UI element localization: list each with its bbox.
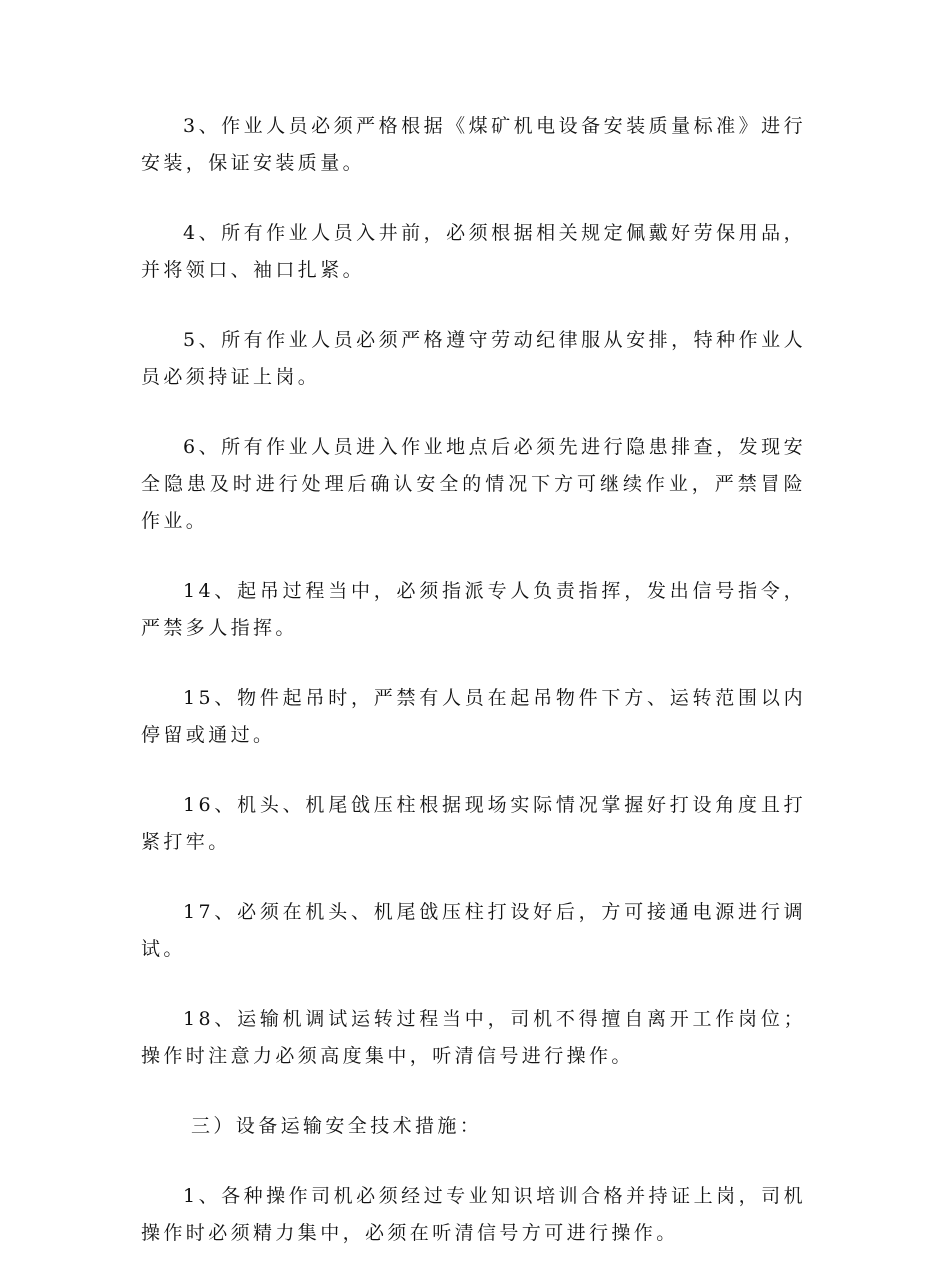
paragraph-item-6: 6、所有作业人员进入作业地点后必须先进行隐患排查，发现安全隐患及时进行处理后确认安全的情况下方可继续作业，严禁冒险作业。 bbox=[141, 436, 806, 532]
paragraph-item-17: 17、必须在机头、机尾戗压柱打设好后，方可接通电源进行调试。 bbox=[141, 901, 806, 960]
paragraph-item-4: 4、所有作业人员入井前，必须根据相关规定佩戴好劳保用品，并将领口、袖口扎紧。 bbox=[141, 222, 806, 281]
paragraph-item-14: 14、起吊过程当中，必须指派专人负责指挥，发出信号指令，严禁多人指挥。 bbox=[141, 580, 806, 639]
paragraph-item-1: 1、各种操作司机必须经过专业知识培训合格并持证上岗，司机操作时必须精力集中，必须在听清信号方可进行操作。 bbox=[141, 1185, 806, 1244]
paragraph-item-3: 3、作业人员必须严格根据《煤矿机电设备安装质量标准》进行安装，保证安装质量。 bbox=[141, 115, 806, 174]
paragraph-item-18: 18、运输机调试运转过程当中，司机不得擅自离开工作岗位；操作时注意力必须高度集中，听清信号进行操作。 bbox=[141, 1008, 806, 1067]
section-heading: 三）设备运输安全技术措施： bbox=[191, 1115, 483, 1137]
document-page bbox=[141, 108, 806, 1285]
paragraph-item-16: 16、机头、机尾戗压柱根据现场实际情况掌握好打设角度且打紧打牢。 bbox=[141, 794, 806, 853]
paragraph-item-5: 5、所有作业人员必须严格遵守劳动纪律服从安排，特种作业人员必须持证上岗。 bbox=[141, 329, 806, 388]
paragraph-item-15: 15、物件起吊时，严禁有人员在起吊物件下方、运转范围以内停留或通过。 bbox=[141, 687, 806, 746]
